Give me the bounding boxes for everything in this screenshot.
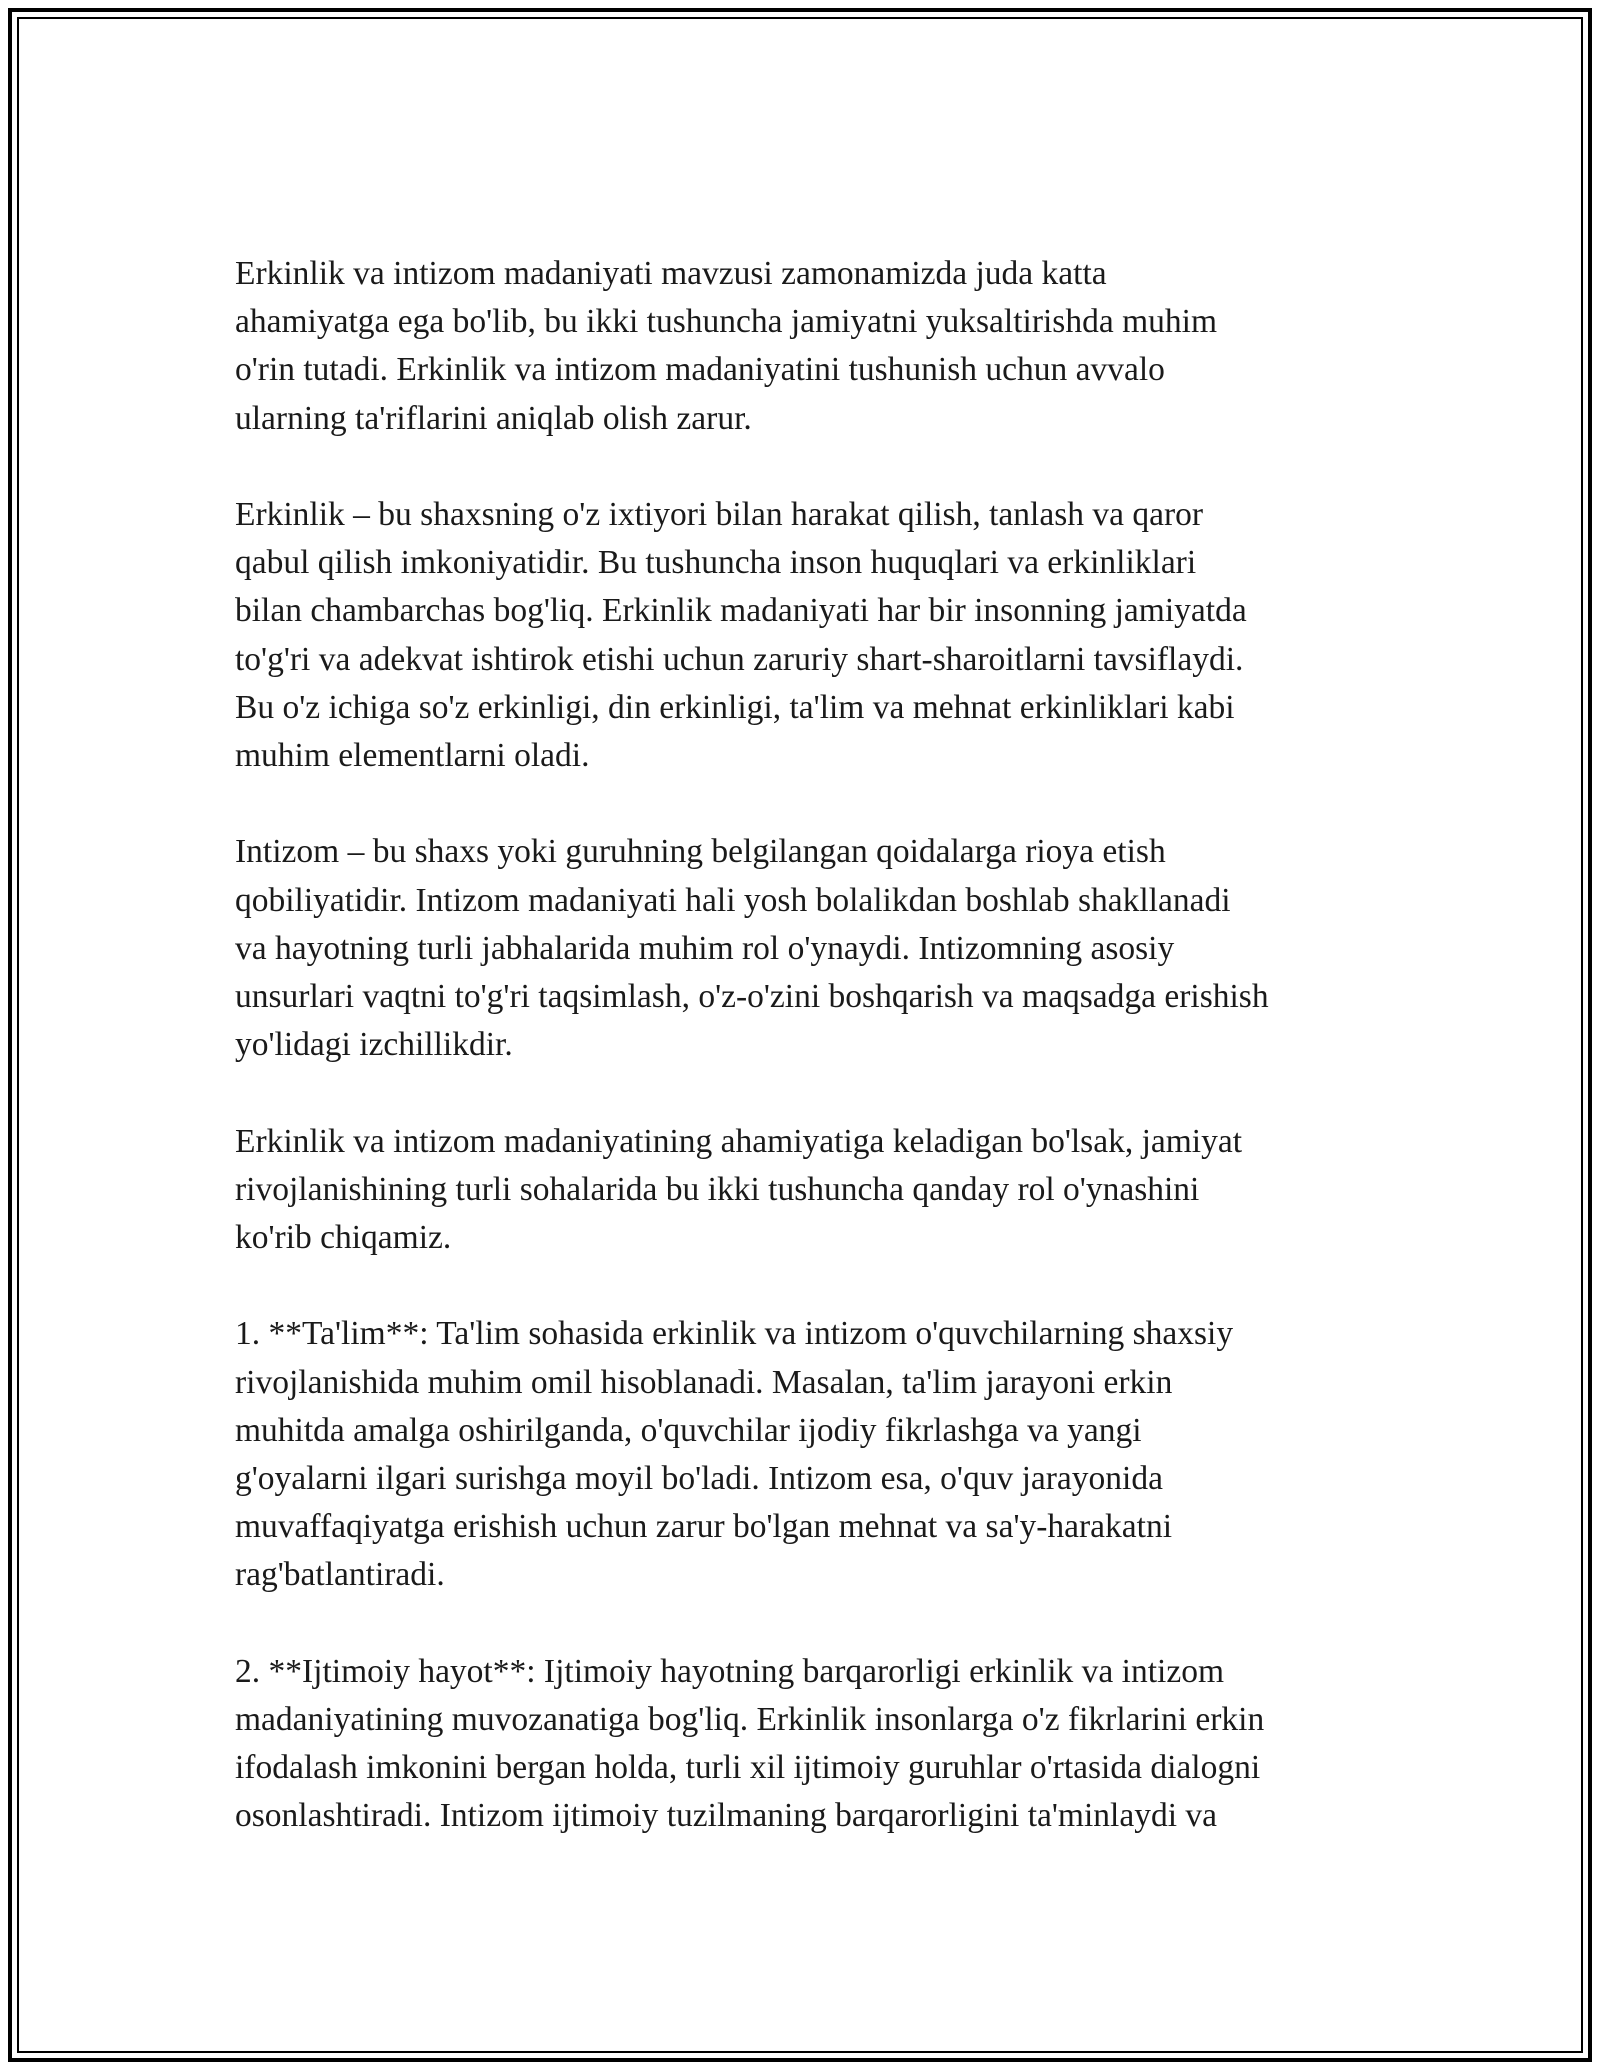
text-line: ifodalash imkonini bergan holda, turli xil ijtimoiy guruhlar o'rtasida dialogni [235,1749,1261,1787]
text-line: 1. **Ta'lim**: Ta'lim sohasida erkinlik va intizom o'quvchilarning shaxsiy [235,1315,1234,1353]
text-line: ahamiyatga ega bo'lib, bu ikki tushuncha jamiyatni yuksaltirishda muhim [235,303,1218,341]
document-body [235,250,1375,1889]
paragraph-intro [235,250,1375,443]
text-line: Erkinlik va intizom madaniyatining ahamiyatiga keladigan bo'lsak, jamiyat [235,1122,1243,1160]
paragraph-item-ijtimoiy-hayot [235,1648,1375,1841]
text-line: muhim elementlarni oladi. [235,737,590,775]
text-line: muvaffaqiyatga erishish uchun zarur bo'lgan mehnat va sa'y-harakatni [235,1508,1173,1546]
text-line: qobiliyatidir. Intizom madaniyati hali yosh bolalikdan boshlab shakllanadi [235,881,1231,919]
text-line: ularning ta'riflarini aniqlab olish zarur. [235,399,752,437]
text-line: rag'batlantiradi. [235,1556,445,1594]
paragraph-item-talim [235,1310,1375,1599]
text-line: Erkinlik – bu shaxsning o'z ixtiyori bilan harakat qilish, tanlash va qaror [235,496,1204,533]
text-line: yo'lidagi izchillikdir. [235,1026,513,1064]
text-line: Intizom – bu shaxs yoki guruhning belgilangan qoidalarga rioya etish [235,833,1166,871]
text-line: madaniyatining muvozanatiga bog'liq. Erkinlik insonlarga o'z fikrlarini erkin [235,1701,1265,1739]
text-line: o'rin tutadi. Erkinlik va intizom madaniyatini tushunish uchun avvalo [235,351,1165,389]
text-line: unsurlari vaqtni to'g'ri taqsimlash, o'z-o'zini boshqarish va maqsadga erishish [235,978,1269,1016]
text-line: Bu o'z ichiga so'z erkinligi, din erkinligi, ta'lim va mehnat erkinliklari kabi [235,688,1235,726]
text-line: Erkinlik va intizom madaniyati mavzusi zamonamizda juda katta [235,255,1107,292]
text-line: muhitda amalga oshirilganda, o'quvchilar ijodiy fikrlashga va yangi [235,1411,1142,1449]
text-line: ko'rib chiqamiz. [235,1219,452,1257]
text-line: va hayotning turli jabhalarida muhim rol o'ynaydi. Intizomning asosiy [235,929,1175,967]
paragraph-intizom-definition [235,828,1375,1069]
text-line: g'oyalarni ilgari surishga moyil bo'ladi. Intizom esa, o'quv jarayonida [235,1460,1163,1498]
text-line: osonlashtiradi. Intizom ijtimoiy tuzilmaning barqarorligini ta'minlaydi va [235,1797,1218,1835]
paragraph-erkinlik-definition [235,491,1375,780]
text-line: rivojlanishining turli sohalarida bu ikki tushuncha qanday rol o'ynashini [235,1170,1200,1208]
text-line: qabul qilish imkoniyatidir. Bu tushuncha inson huquqlari va erkinliklari [235,544,1197,582]
text-line: 2. **Ijtimoiy hayot**: Ijtimoiy hayotning barqarorligi erkinlik va intizom [235,1652,1225,1690]
paragraph-importance [235,1118,1375,1263]
text-line: rivojlanishida muhim omil hisoblanadi. Masalan, ta'lim jarayoni erkin [235,1363,1173,1401]
text-line: bilan chambarchas bog'liq. Erkinlik madaniyati har bir insonning jamiyatda [235,592,1247,630]
text-line: to'g'ri va adekvat ishtirok etishi uchun zaruriy shart-sharoitlarni tavsiflaydi. [235,640,1244,678]
